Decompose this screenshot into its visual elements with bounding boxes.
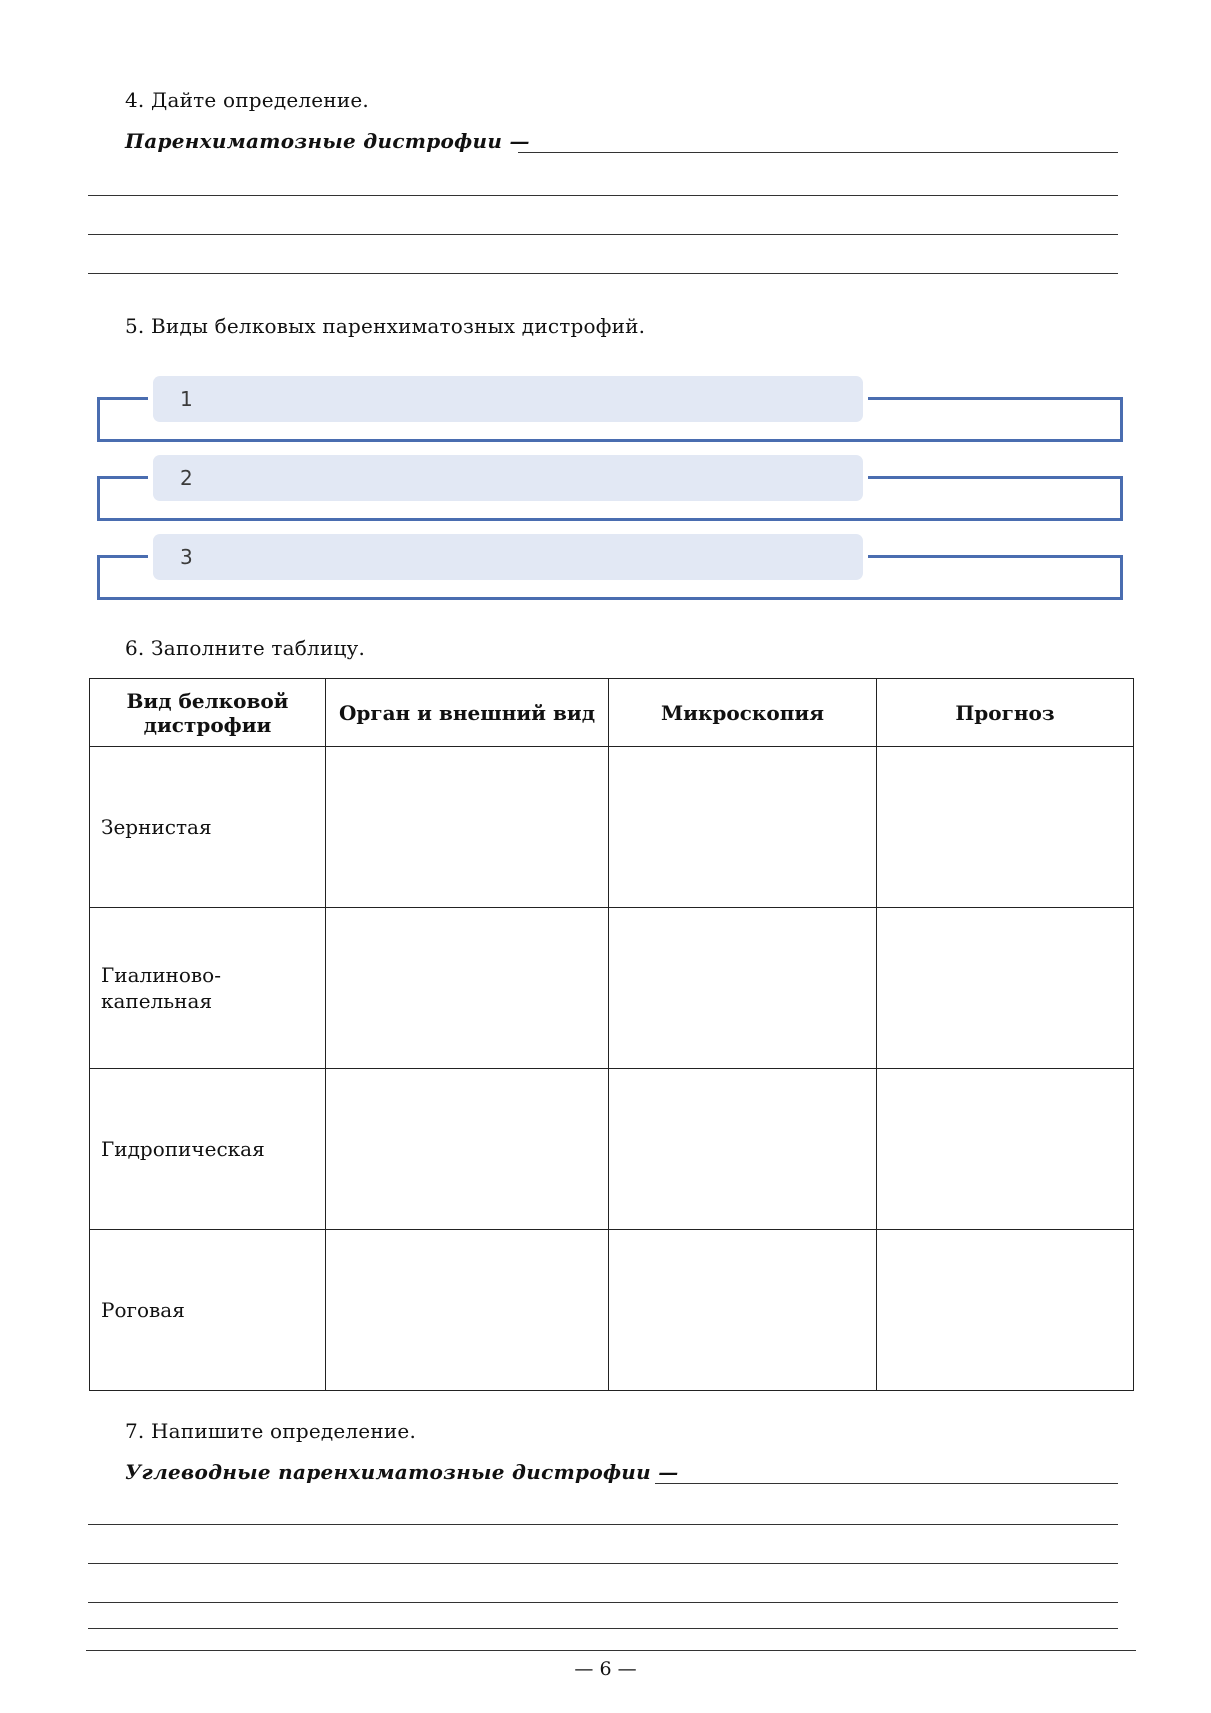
- fill-table: [89, 678, 1134, 1391]
- q7-title: 7. Напишите определение.: [125, 1419, 417, 1443]
- q7-answer-line-5[interactable]: [88, 1628, 1118, 1629]
- cell-organ[interactable]: [326, 908, 609, 1069]
- cell-microscopy[interactable]: [609, 747, 877, 908]
- cell-microscopy[interactable]: [609, 908, 877, 1069]
- row-label-hydropic: Гидропическая: [90, 1069, 326, 1230]
- table-header-row: [90, 679, 1134, 747]
- cell-prognosis[interactable]: [877, 908, 1134, 1069]
- q4-title: 4. Дайте определение.: [125, 88, 369, 112]
- q4-term: Паренхиматозные дистрофии —: [125, 129, 530, 153]
- q5-item-1-label: 1: [153, 376, 863, 422]
- row-label-granular: Зернистая: [90, 747, 326, 908]
- table-row: [90, 908, 1134, 1069]
- table-row: [90, 1069, 1134, 1230]
- table-row: [90, 747, 1134, 908]
- cell-organ[interactable]: [326, 1069, 609, 1230]
- q7-term: Углеводные паренхиматозные дистрофии —: [125, 1460, 679, 1484]
- q6-title: 6. Заполните таблицу.: [125, 636, 366, 660]
- cell-microscopy[interactable]: [609, 1069, 877, 1230]
- q5-title: 5. Виды белковых паренхиматозных дистрофий.: [125, 314, 646, 338]
- q7-answer-line-2[interactable]: [88, 1524, 1118, 1525]
- header-type: Вид белковой дистрофии: [90, 679, 326, 747]
- cell-prognosis[interactable]: [877, 1230, 1134, 1391]
- q4-answer-line-1[interactable]: [518, 152, 1118, 153]
- q4-answer-line-3[interactable]: [88, 234, 1118, 235]
- q7-answer-line-3[interactable]: [88, 1563, 1118, 1564]
- cell-organ[interactable]: [326, 747, 609, 908]
- q7-answer-line-4[interactable]: [88, 1602, 1118, 1603]
- cell-organ[interactable]: [326, 1230, 609, 1391]
- footer-rule: [86, 1650, 1136, 1651]
- row-label-hyaline: Гиалиново- капельная: [90, 908, 326, 1069]
- q4-answer-line-2[interactable]: [88, 195, 1118, 196]
- q5-item-3-label: 3: [153, 534, 863, 580]
- cell-prognosis[interactable]: [877, 747, 1134, 908]
- header-microscopy: Микроскопия: [609, 679, 877, 747]
- q5-item-2-label: 2: [153, 455, 863, 501]
- cell-microscopy[interactable]: [609, 1230, 877, 1391]
- q4-answer-line-4[interactable]: [88, 273, 1118, 274]
- page-number: — 6 —: [574, 1658, 637, 1680]
- table-row: [90, 1230, 1134, 1391]
- row-label-horny: Роговая: [90, 1230, 326, 1391]
- q7-answer-line-1[interactable]: [655, 1483, 1118, 1484]
- header-organ: Орган и внешний вид: [326, 679, 609, 747]
- cell-prognosis[interactable]: [877, 1069, 1134, 1230]
- header-prognosis: Прогноз: [877, 679, 1134, 747]
